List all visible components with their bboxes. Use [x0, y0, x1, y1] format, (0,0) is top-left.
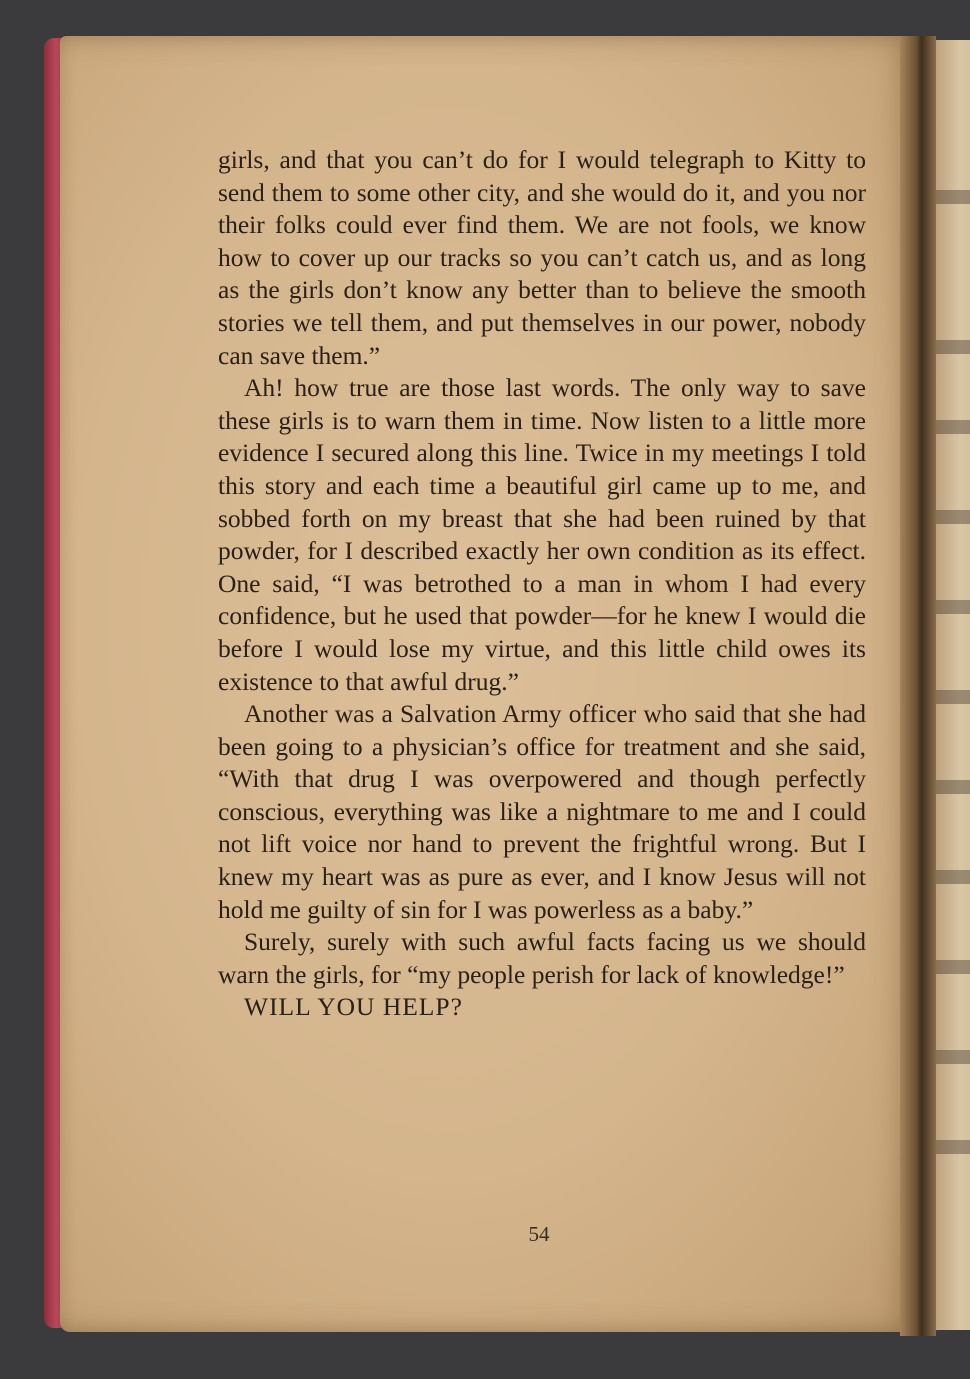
paragraph-2: Ah! how true are those last words. The only way to save these girls is to warn them in time. Now listen to a little more evidence I secured along this line. Twice in my meetings I told this story and each time a beautiful girl came up to me, and sobbed forth on my breast that she had been ruined by that powder, for I described exactly her own condition as its effect. One said, “I was betrothed to a man in whom I had every confidence, but he used that powder—for he knew I would die before I would lose my virtue, and this little child owes its existence to that awful drug.”: [218, 373, 866, 696]
page-body-text: [218, 144, 866, 1024]
book-gutter: [900, 36, 936, 1336]
closing-line: WILL YOU HELP?: [244, 992, 463, 1022]
facing-page-edge: [930, 40, 970, 1330]
paragraph-4: Surely, surely with such awful facts facing us we should warn the girls, for “my people perish for lack of knowledge!”: [218, 927, 866, 989]
paragraph-3: Another was a Salvation Army officer who said that she had been going to a physician’s office for treatment and she said, “With that drug I was overpowered and though perfectly conscious, everything was like a nightmare to me and I could not lift voice nor hand to prevent the frightful wrong. But I knew my heart was as pure as ever, and I know Jesus will not hold me guilty of sin for I was powerless as a baby.”: [218, 699, 866, 924]
page-number: 54: [528, 1222, 550, 1246]
paragraph-1: girls, and that you can’t do for I would telegraph to Kitty to send them to some other city, and she would do it, and you nor their folks could ever find them. We are not fools, we know how to cover up our tracks so you can’t catch us, and as long as the girls don’t know any better than to believe the smooth stories we tell them, and put themselves in our power, nobody can save them.”: [218, 145, 866, 370]
